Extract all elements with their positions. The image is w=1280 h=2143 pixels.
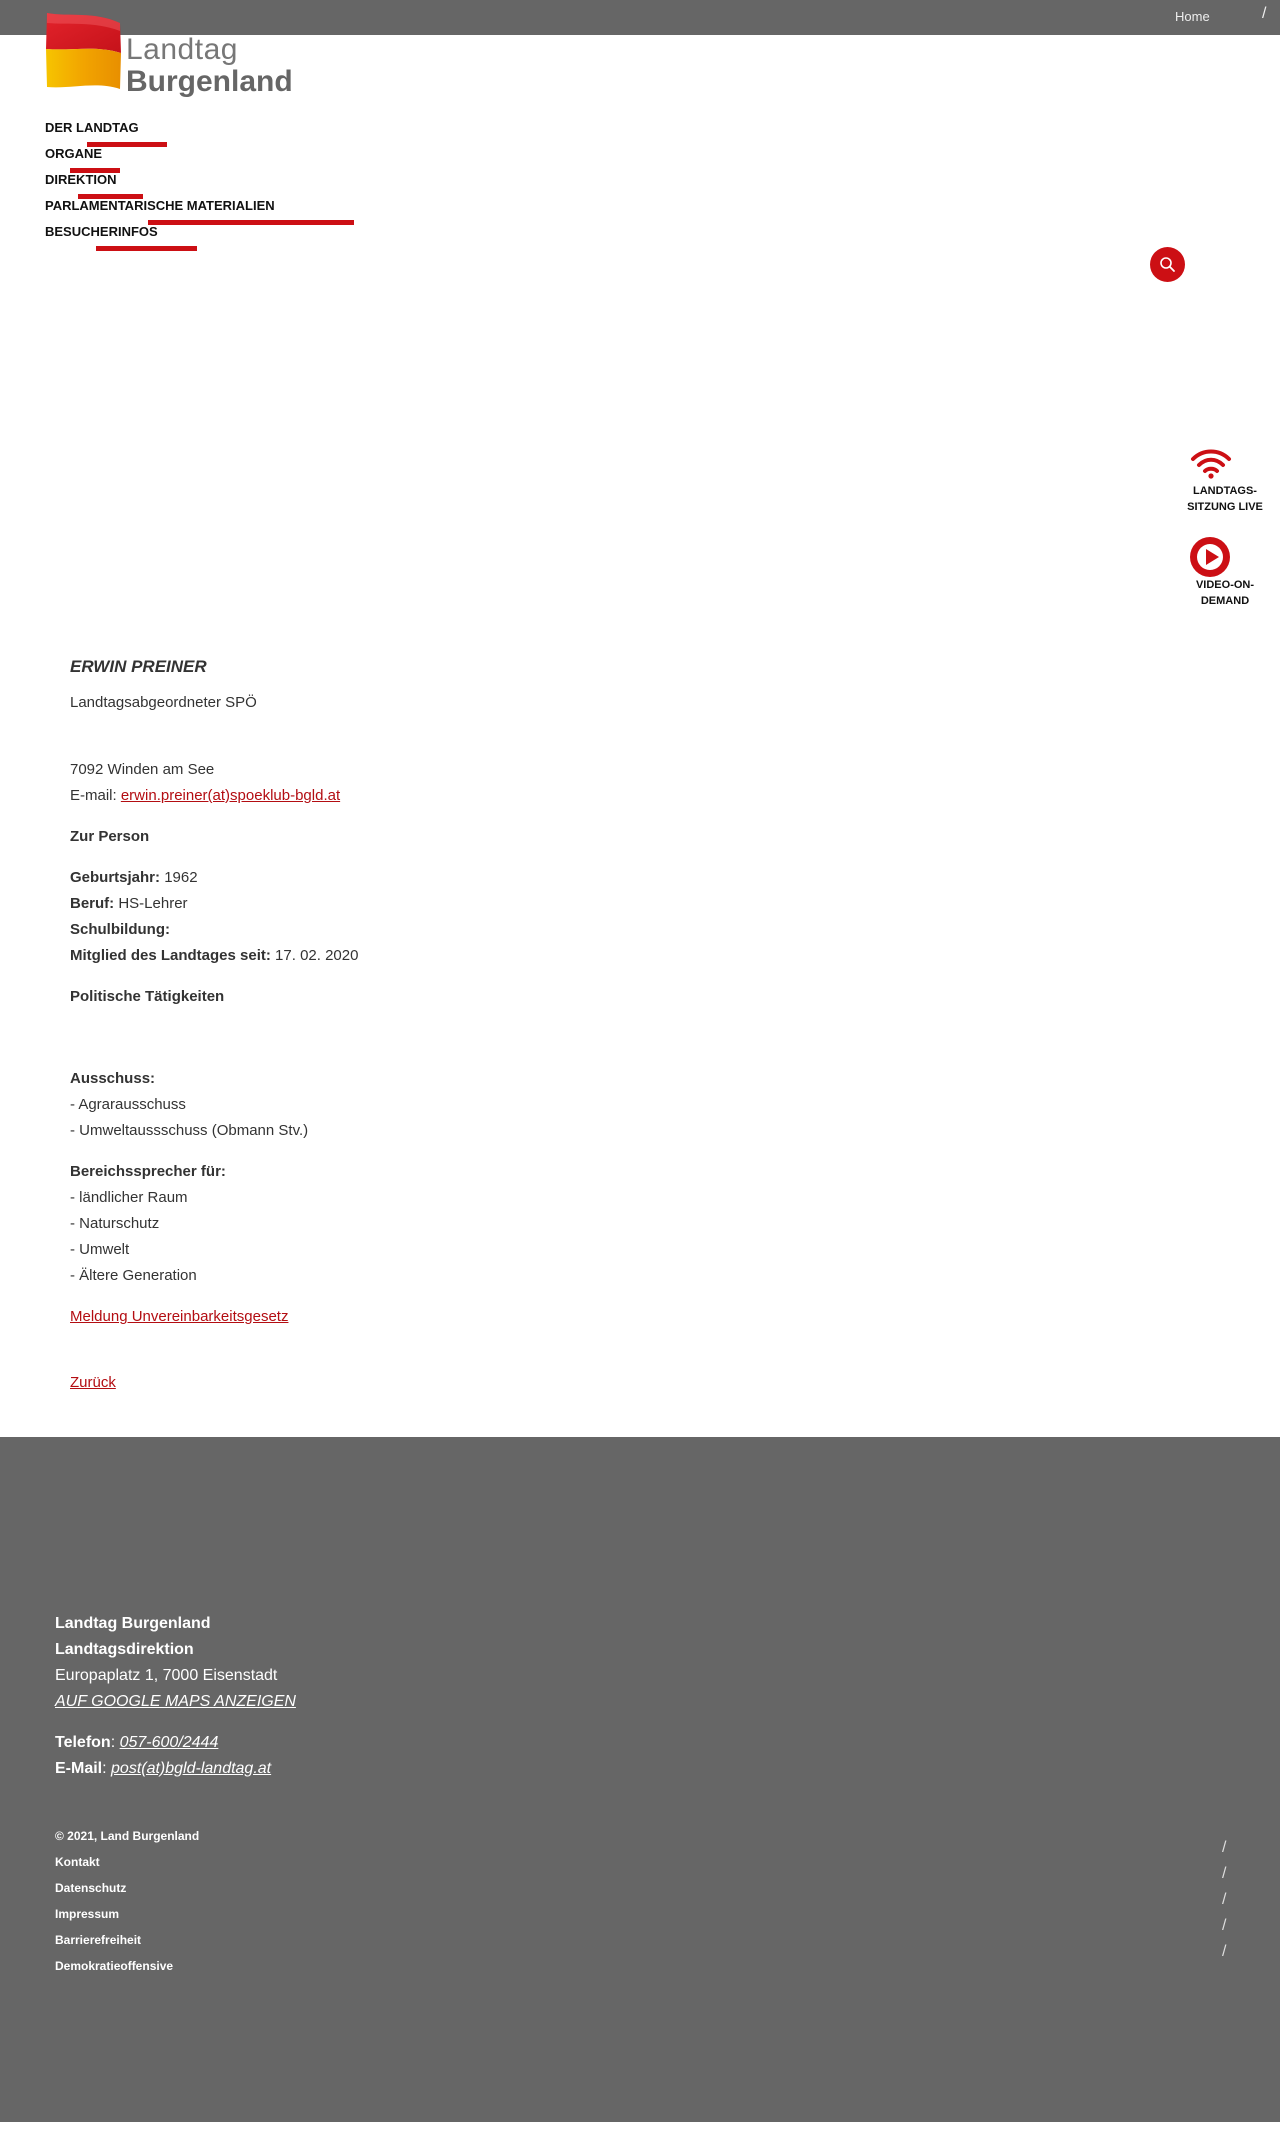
search-icon bbox=[1159, 256, 1176, 273]
committee-label: Ausschuss: bbox=[70, 1070, 156, 1087]
play-icon bbox=[1190, 537, 1230, 577]
school-line bbox=[70, 917, 1170, 943]
spokesperson-label: Bereichssprecher für: bbox=[70, 1163, 226, 1180]
list-item: - Agrarausschuss bbox=[70, 1096, 186, 1113]
site-footer bbox=[0, 1437, 1280, 2122]
footer-link-datenschutz[interactable]: Datenschutz bbox=[55, 1881, 127, 1895]
footer-phone-line: Telefon: 057-600/2444 bbox=[55, 1734, 219, 1751]
footer-org-name: Landtag Burgenland bbox=[55, 1615, 211, 1632]
footer-copyright: © 2021, Land Burgenland bbox=[55, 1829, 200, 1843]
footer-email-link[interactable]: post(at)bgld-landtag.at bbox=[111, 1760, 272, 1777]
footer-separator: / bbox=[1222, 1865, 1227, 1882]
list-item: - ländlicher Raum bbox=[70, 1189, 188, 1206]
nav-item-direktion[interactable]: DIREKTION bbox=[45, 172, 117, 187]
nav-item-parlamentarische-materialien[interactable]: PARLAMENTARISCHE MATERIALIEN bbox=[45, 198, 275, 213]
footer-links bbox=[55, 1823, 199, 1979]
footer-link-demokratieoffensive[interactable]: Demokratieoffensive bbox=[55, 1959, 174, 1973]
email-label: E-mail: bbox=[70, 787, 117, 804]
job-label: Beruf: bbox=[70, 895, 115, 912]
school-label: Schulbildung: bbox=[70, 921, 170, 938]
member-value: 17. 02. 2020 bbox=[275, 947, 359, 964]
birth-year-line bbox=[70, 865, 1170, 891]
site-logo[interactable] bbox=[44, 11, 293, 99]
nav-item-besucherinfos[interactable]: BESUCHERINFOS bbox=[45, 224, 158, 239]
birth-value: 1962 bbox=[164, 869, 198, 886]
person-email-link[interactable]: erwin.preiner(at)spoeklub-bgld.at bbox=[120, 787, 341, 804]
footer-separator: / bbox=[1222, 1943, 1227, 1960]
footer-org-department: Landtagsdirektion bbox=[55, 1641, 194, 1658]
footer-separator: / bbox=[1222, 1891, 1227, 1908]
vod-label: VIDEO-ON-DEMAND bbox=[1195, 579, 1255, 607]
footer-phone-link[interactable]: 057-600/2444 bbox=[119, 1734, 219, 1751]
section-politische-taetigkeiten: Politische Tätigkeiten bbox=[70, 988, 225, 1005]
logo-text-burgenland: Burgenland bbox=[126, 65, 293, 98]
person-address: 7092 Winden am See bbox=[70, 761, 215, 778]
search-button[interactable] bbox=[1150, 247, 1185, 282]
google-maps-link[interactable]: AUF GOOGLE MAPS ANZEIGEN bbox=[55, 1693, 296, 1710]
wifi-icon bbox=[1190, 447, 1232, 479]
footer-separators bbox=[1222, 1835, 1226, 1965]
footer-address bbox=[55, 1611, 296, 1782]
footer-link-kontakt[interactable]: Kontakt bbox=[55, 1855, 100, 1869]
nav-item-der-landtag[interactable]: DER LANDTAG bbox=[45, 120, 139, 135]
nav-item-organe[interactable]: ORGANE bbox=[45, 146, 103, 161]
member-label: Mitglied des Landtages seit: bbox=[70, 947, 271, 964]
home-link[interactable]: Home bbox=[1175, 9, 1210, 24]
list-item: - Ältere Generation bbox=[70, 1267, 197, 1284]
birth-label: Geburtsjahr: bbox=[70, 869, 161, 886]
person-name: ERWIN PREINER bbox=[70, 657, 207, 676]
person-detail bbox=[70, 655, 1170, 1396]
footer-separator: / bbox=[1222, 1839, 1227, 1856]
footer-link-barrierefreiheit[interactable]: Barrierefreiheit bbox=[55, 1933, 142, 1947]
footer-link-impressum[interactable]: Impressum bbox=[55, 1907, 120, 1921]
footer-email-line: E-Mail: post(at)bgld-landtag.at bbox=[55, 1760, 272, 1777]
top-bar-separator: / bbox=[1262, 5, 1267, 22]
footer-street-address: Europaplatz 1, 7000 Eisenstadt bbox=[55, 1667, 278, 1684]
landtagssitzung-live-link[interactable] bbox=[1180, 447, 1270, 517]
logo-text-landtag: Landtag bbox=[126, 33, 238, 66]
back-link[interactable]: Zurück bbox=[70, 1374, 116, 1391]
list-item: - Umwelt bbox=[70, 1241, 130, 1258]
person-role: Landtagsabgeordneter SPÖ bbox=[70, 694, 257, 711]
job-line bbox=[70, 891, 1170, 917]
nav-underline bbox=[148, 220, 354, 225]
nav-underline bbox=[96, 246, 197, 251]
footer-phone-label: Telefon bbox=[55, 1734, 111, 1751]
footer-email-label: E-Mail bbox=[55, 1760, 103, 1777]
list-item: - Naturschutz bbox=[70, 1215, 160, 1232]
member-since-line bbox=[70, 943, 1170, 969]
person-email-line bbox=[70, 783, 1170, 809]
flag-logo-icon bbox=[44, 11, 124, 91]
section-zur-person: Zur Person bbox=[70, 828, 150, 845]
job-value: HS-Lehrer bbox=[118, 895, 188, 912]
live-label: LANDTAGS-SITZUNG LIVE bbox=[1187, 485, 1263, 513]
meldung-unvereinbarkeitsgesetz-link[interactable]: Meldung Unvereinbarkeitsgesetz bbox=[70, 1308, 289, 1325]
video-on-demand-link[interactable] bbox=[1180, 537, 1270, 612]
footer-separator: / bbox=[1222, 1917, 1227, 1934]
list-item: - Umweltaussschuss (Obmann Stv.) bbox=[70, 1122, 309, 1139]
